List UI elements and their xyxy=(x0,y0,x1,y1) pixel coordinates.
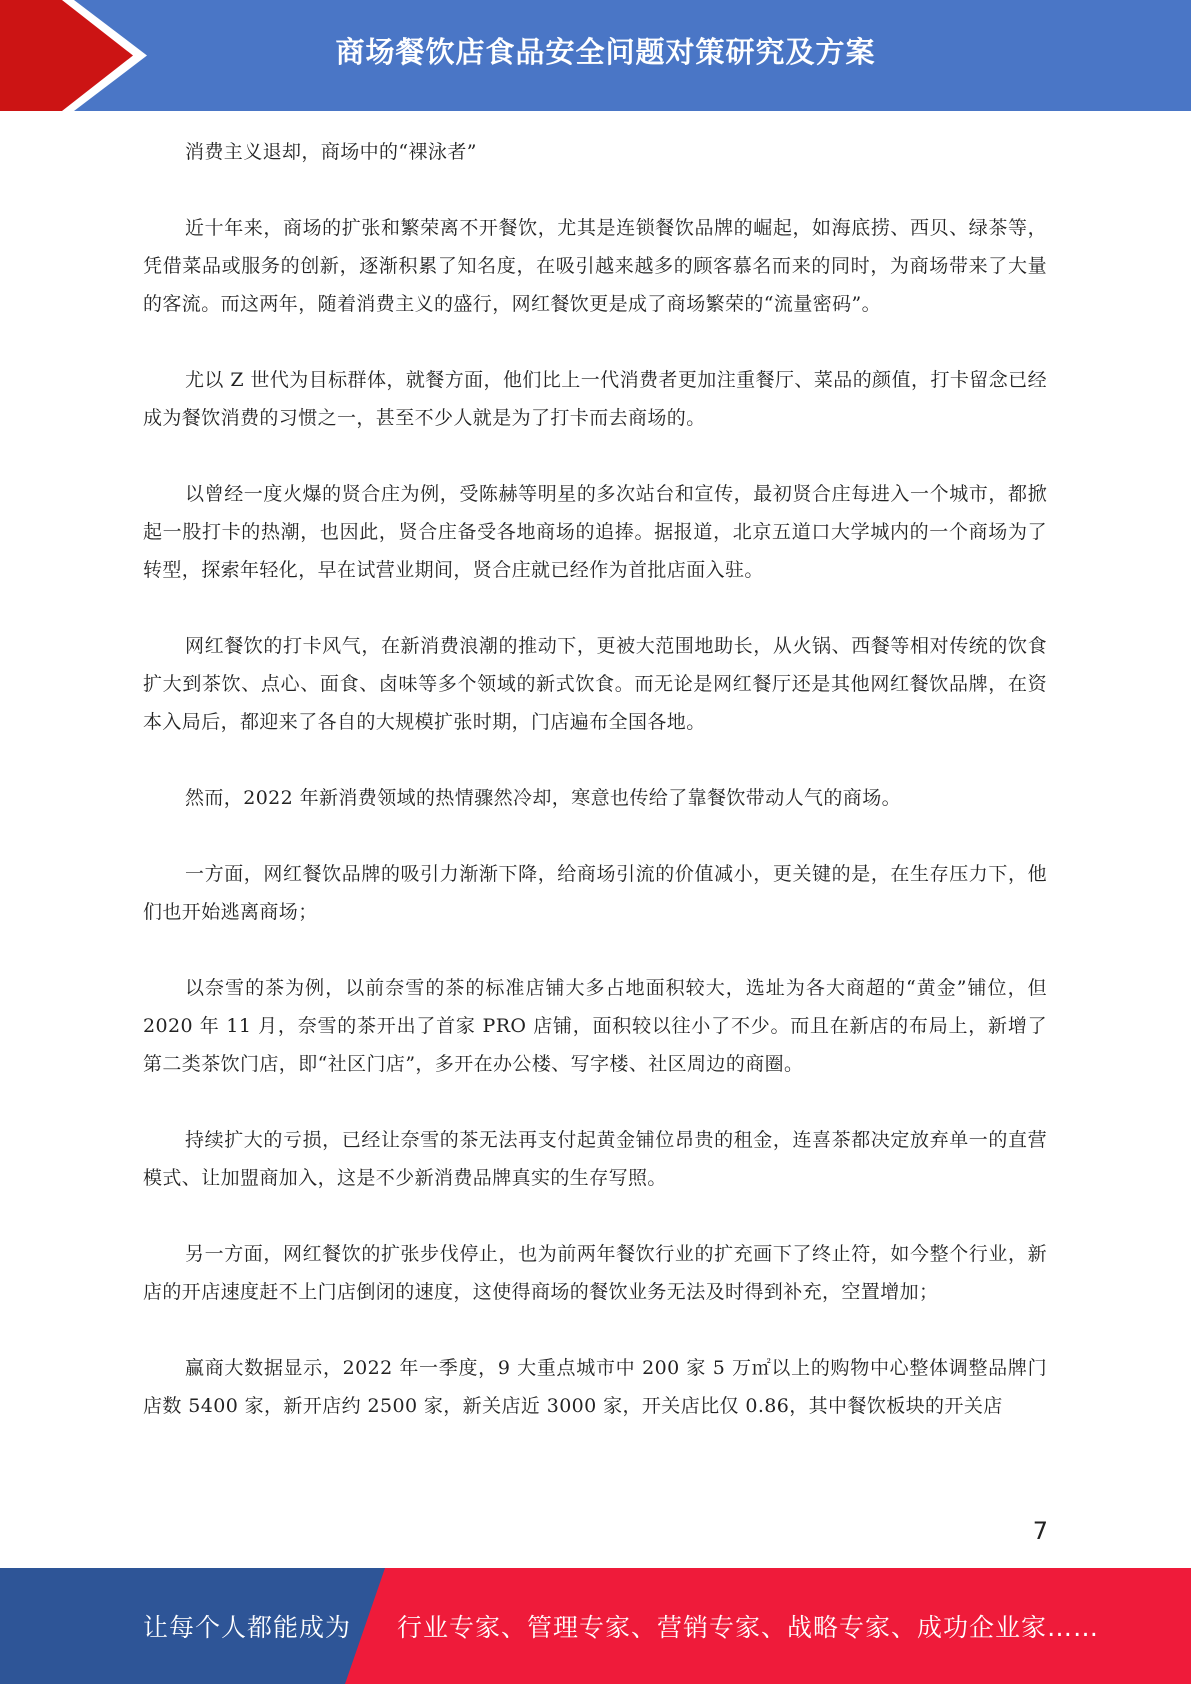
paragraph: 网红餐饮的打卡风气，在新消费浪潮的推动下，更被大范围地助长，从火锅、西餐等相对传统的饮食扩大到茶饮、点心、面食、卤味等多个领域的新式饮食。而无论是网红餐厅还是其他网红餐饮品牌，在资本入局后，都迎来了各自的大规模扩张时期，门店遍布全国各地。 xyxy=(143,635,1047,733)
page-footer xyxy=(0,1568,1191,1684)
paragraph: 然而，2022 年新消费领域的热情骤然冷却，寒意也传给了靠餐饮带动人气的商场。 xyxy=(185,787,901,809)
paragraph: 持续扩大的亏损，已经让奈雪的茶无法再支付起黄金铺位昂贵的租金，连喜茶都决定放弃单一的直营模式、让加盟商加入，这是不少新消费品牌真实的生存写照。 xyxy=(143,1129,1047,1189)
paragraph: 赢商大数据显示，2022 年一季度，9 大重点城市中 200 家 5 万㎡以上的购物中心整体调整品牌门店数 5400 家，新开店约 2500 家，新关店近 3000 家，开关店比仅 0.86，其中餐饮板块的开关店 xyxy=(143,1357,1047,1417)
paragraph: 尤以 Z 世代为目标群体，就餐方面，他们比上一代消费者更加注重餐厅、菜品的颜值，打卡留念已经成为餐饮消费的习惯之一，甚至不少人就是为了打卡而去商场的。 xyxy=(143,369,1047,429)
page-header xyxy=(0,0,1191,111)
footer-slogan-right: 行业专家、管理专家、营销专家、战略专家、成功企业家…… xyxy=(397,1613,1100,1642)
paragraph: 另一方面，网红餐饮的扩张步伐停止，也为前两年餐饮行业的扩充画下了终止符，如今整个行业，新店的开店速度赶不上门店倒闭的速度，这使得商场的餐饮业务无法及时得到补充，空置增加； xyxy=(143,1243,1047,1303)
paragraph: 以曾经一度火爆的贤合庄为例，受陈赫等明星的多次站台和宣传，最初贤合庄每进入一个城市，都掀起一股打卡的热潮，也因此，贤合庄备受各地商场的追捧。据报道，北京五道口大学城内的一个商场为了转型，探索年轻化，早在试营业期间，贤合庄就已经作为首批店面入驻。 xyxy=(143,483,1047,581)
document-title: 商场餐饮店食品安全问题对策研究及方案 xyxy=(335,35,876,69)
paragraph: 以奈雪的茶为例，以前奈雪的茶的标准店铺大多占地面积较大，选址为各大商超的“黄金”铺位，但 2020 年 11 月，奈雪的茶开出了首家 PRO 店铺，面积较以往小了不少。而且在新店的布局上，新增了第二类茶饮门店，即“社区门店”，多开在办公楼、写字楼、社区周边的商圈。 xyxy=(143,977,1047,1075)
page-number: 7 xyxy=(1032,1517,1048,1545)
article-body xyxy=(143,133,1047,1463)
footer-slogan-left: 让每个人都能成为 xyxy=(143,1613,352,1642)
paragraph: 一方面，网红餐饮品牌的吸引力渐渐下降，给商场引流的价值减小，更关键的是，在生存压力下，他们也开始逃离商场； xyxy=(143,863,1047,923)
paragraph-heading: 消费主义退却，商场中的“裸泳者” xyxy=(185,141,477,163)
paragraph: 近十年来，商场的扩张和繁荣离不开餐饮，尤其是连锁餐饮品牌的崛起，如海底捞、西贝、绿茶等，凭借菜品或服务的创新，逐渐积累了知名度，在吸引越来越多的顾客慕名而来的同时，为商场带来了大量的客流。而这两年，随着消费主义的盛行，网红餐饮更是成了商场繁荣的“流量密码”。 xyxy=(143,217,1047,315)
